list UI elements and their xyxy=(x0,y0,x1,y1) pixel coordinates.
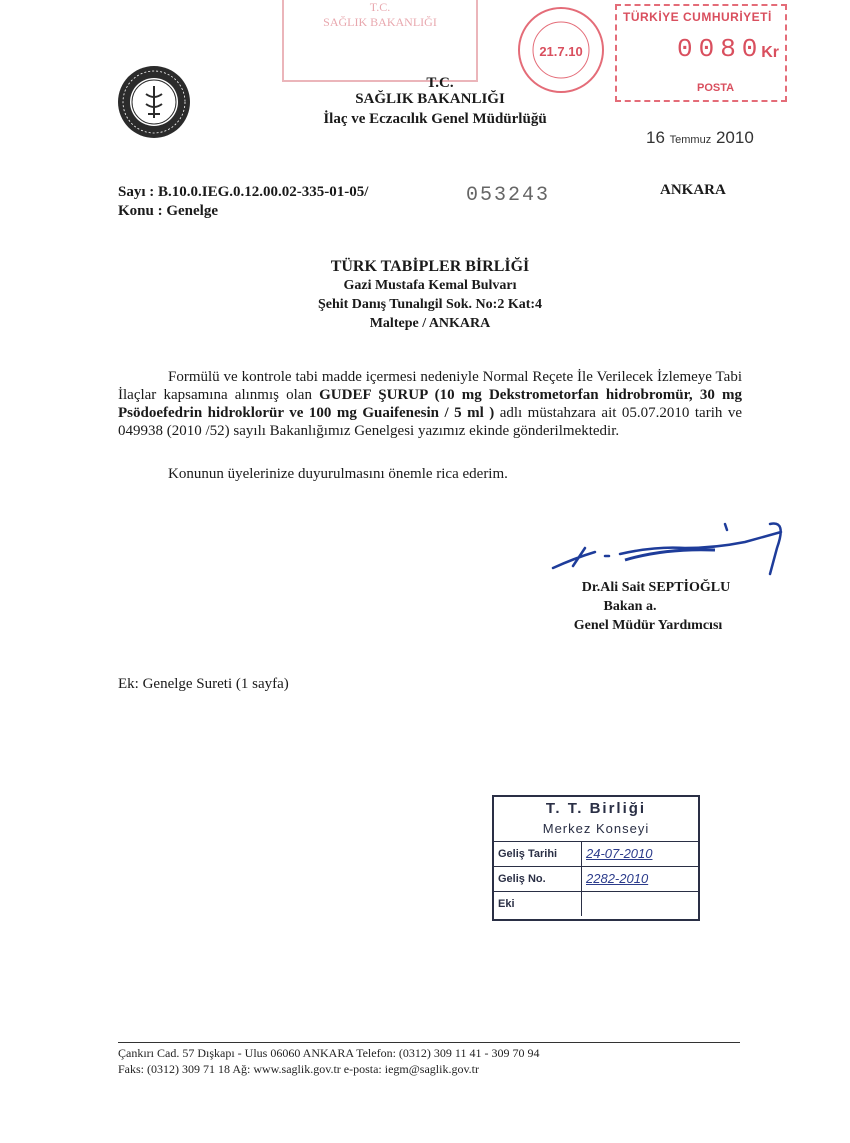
received-stamp-row xyxy=(494,891,698,916)
meter-amount: 0080 xyxy=(677,34,764,64)
meter-country: TÜRKİYE CUMHURİYETİ xyxy=(623,10,772,24)
header-department: İlaç ve Eczacılık Genel Müdürlüğü xyxy=(323,111,547,127)
faded-stamp-line: T.C. xyxy=(369,0,391,14)
meter-currency: Kr xyxy=(761,44,779,61)
recipient-address-line: Gazi Mustafa Kemal Bulvarı xyxy=(343,278,517,293)
received-stamp xyxy=(492,795,700,921)
date-month: Temmuz xyxy=(669,134,712,146)
city: ANKARA xyxy=(660,182,726,198)
received-stamp-value: 24-07-2010 xyxy=(586,846,653,861)
signer-role: Bakan a. xyxy=(603,599,657,614)
attachment-note: Ek: Genelge Sureti (1 sayfa) xyxy=(118,676,289,692)
received-stamp-value: 2282-2010 xyxy=(586,871,649,886)
received-stamp-row xyxy=(494,841,698,866)
footer-contact: Faks: (0312) 309 71 18 Ağ: www.saglik.gov.tr e-posta: iegm@saglik.gov.tr xyxy=(118,1062,480,1076)
faded-ministry-stamp xyxy=(282,0,478,82)
body-text: Formülü ve kontrole tabi madde içermesi nedeniyle Normal Reçete İle Verilecek İzlemeye Tabi İlaçlar kapsamına alınmış olan xyxy=(118,369,742,403)
date-year: 2010 xyxy=(715,128,754,147)
received-stamp-row xyxy=(494,866,698,891)
received-stamp-label: Eki xyxy=(494,892,582,916)
footer-divider xyxy=(118,1042,740,1043)
document-number: 053243 xyxy=(466,184,551,207)
received-stamp-org: T. T. Birliği xyxy=(545,800,647,817)
date-stamp xyxy=(646,128,754,148)
recipient-address-line: Şehit Danış Tunalıgil Sok. No:2 Kat:4 xyxy=(317,297,543,312)
ministry-logo-icon xyxy=(116,64,192,140)
recipient-name: TÜRK TABİPLER BİRLİĞİ xyxy=(330,258,530,275)
reference-number: Sayı : B.10.0.IEG.0.12.00.02-335-01-05/ xyxy=(118,184,369,200)
footer-address: Çankırı Cad. 57 Dışkapı - Ulus 06060 ANKARA Telefon: (0312) 309 11 41 - 309 70 94 xyxy=(118,1046,540,1060)
header-tc: T.C. xyxy=(426,75,454,91)
signer-title: Genel Müdür Yardımcısı xyxy=(573,618,723,633)
recipient-address-line: Maltepe / ANKARA xyxy=(369,316,491,331)
body-text: adlı müstahzara ait 05.07.2010 tarih ve 049938 (2010 /52) sayılı Bakanlığımız Genelgesi yazımız ekinde gönderilmektedir. xyxy=(118,405,742,439)
received-stamp-unit: Merkez Konseyi xyxy=(542,821,650,836)
signature-icon xyxy=(545,518,785,578)
postage-date-stamp xyxy=(515,4,607,96)
header-ministry: SAĞLIK BAKANLIĞI xyxy=(355,91,505,107)
postage-meter-stamp xyxy=(615,4,787,102)
subject: Konu : Genelge xyxy=(118,203,218,219)
body-closing: Konunun üyelerinize duyurulmasını önemle rica ederim. xyxy=(168,466,508,482)
date-day: 16 xyxy=(646,128,665,147)
meter-posta: POSTA xyxy=(697,82,735,94)
meter-date: 21.7.10 xyxy=(539,44,583,59)
faded-stamp-line: SAĞLIK BAKANLIĞI xyxy=(323,15,437,29)
signer-name: Dr.Ali Sait SEPTİOĞLU xyxy=(581,580,731,595)
received-stamp-label: Geliş Tarihi xyxy=(494,842,582,866)
received-stamp-value xyxy=(582,892,698,916)
received-stamp-label: Geliş No. xyxy=(494,867,582,891)
body-bold-text: GUDEF ŞURUP (10 mg Dekstrometorfan hidrobromür, 30 mg Psödoefedrin hidroklorür ve 100 mg Guaifenesin / 5 ml ) xyxy=(118,387,742,421)
body-paragraph xyxy=(118,368,742,440)
